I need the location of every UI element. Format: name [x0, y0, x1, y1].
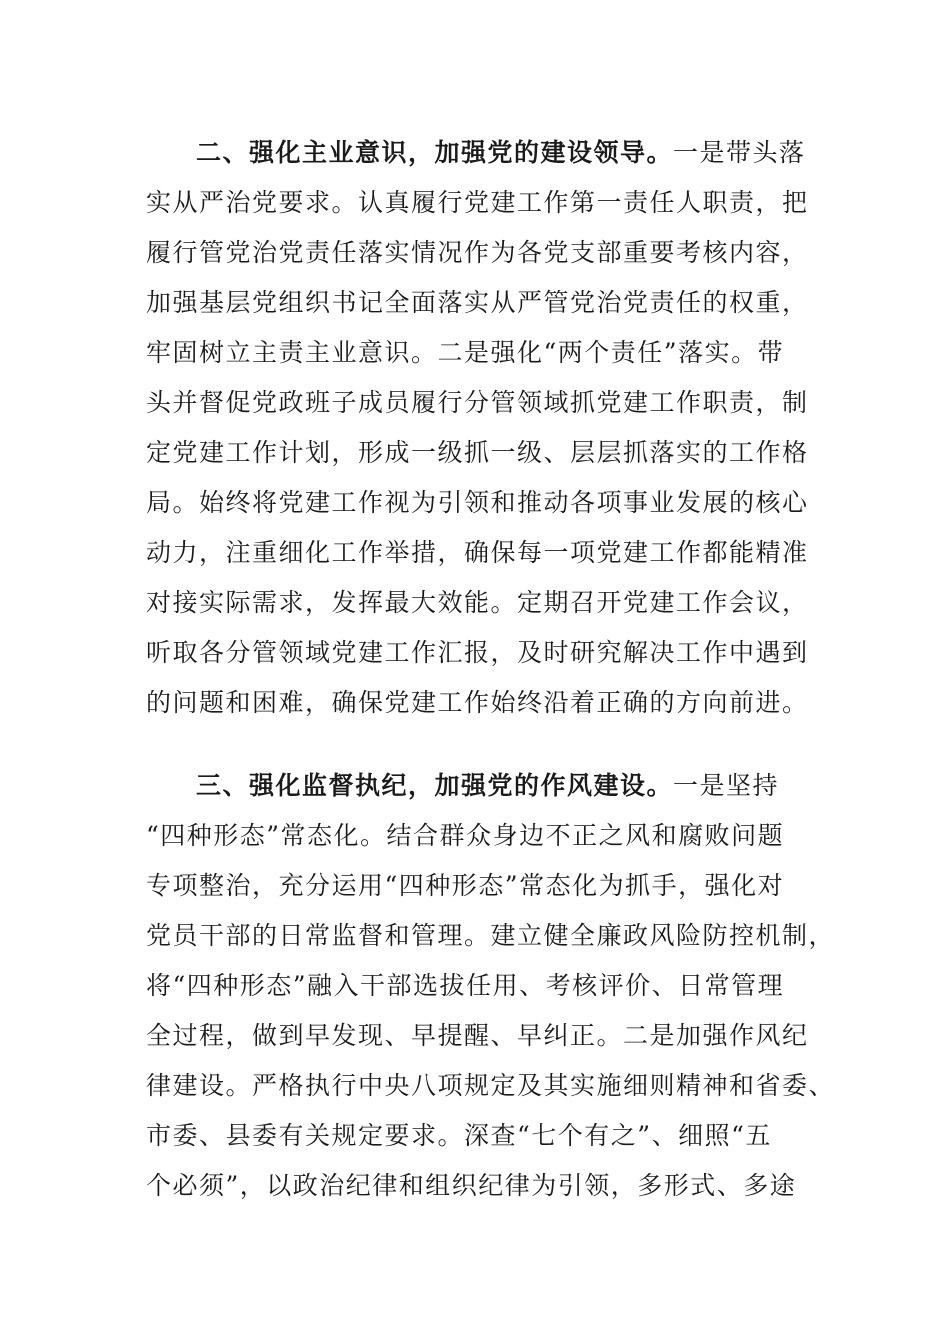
paragraph-text: 一是带头落 [673, 138, 806, 167]
paragraph-line: 党员干部的日常监督和管理。建立健全廉政风险防控机制， [146, 921, 836, 950]
paragraph-line: 对接实际需求，发挥最大效能。定期召开党建工作会议， [146, 588, 809, 617]
section-3-heading: 三、强化监督执纪，加强党的作风建设。 [196, 771, 674, 800]
paragraph-text: 一是坚持 [673, 771, 780, 800]
section-2-paragraph [146, 128, 809, 728]
paragraph-line: 专项整治，充分运用“四种形态”常态化为抓手，强化对 [146, 871, 785, 900]
paragraph-line: 牢固树立主责主业意识。二是强化“两个责任”落实。带 [146, 338, 785, 367]
paragraph-line: 局。始终将党建工作视为引领和推动各项事业发展的核心 [146, 488, 809, 517]
paragraph-line [146, 128, 806, 178]
paragraph-line: 动力，注重细化工作举措，确保每一项党建工作都能精准 [146, 538, 809, 567]
paragraph-line: 听取各分管领域党建工作汇报，及时研究解决工作中遇到 [146, 638, 809, 667]
paragraph-line: “四种形态”常态化。结合群众身边不正之风和腐败问题 [146, 821, 785, 850]
paragraph-line: 全过程，做到早发现、早提醒、早纠正。二是加强作风纪 [146, 1021, 809, 1050]
section-2-heading: 二、强化主业意识，加强党的建设领导。 [196, 138, 674, 167]
paragraph-line: 加强基层党组织书记全面落实从严管党治党责任的权重， [146, 288, 809, 317]
paragraph-line: 实从严治党要求。认真履行党建工作第一责任人职责，把 [146, 188, 809, 217]
paragraph-line: 律建设。严格执行中央八项规定及其实施细则精神和省委、 [146, 1071, 836, 1100]
paragraph-line [146, 761, 806, 811]
paragraph-line: 的问题和困难，确保党建工作始终沿着正确的方向前进。 [146, 688, 809, 717]
section-3-paragraph [146, 761, 836, 1211]
paragraph-line: 市委、县委有关规定要求。深查“七个有之”、细照“五 [146, 1121, 772, 1150]
paragraph-line: 定党建工作计划，形成一级抓一级、层层抓落实的工作格 [146, 438, 809, 467]
paragraph-line: 将“四种形态”融入干部选拔任用、考核评价、日常管理 [146, 971, 785, 1000]
paragraph-line: 个必须”，以政治纪律和组织纪律为引领，多形式、多途 [146, 1171, 797, 1200]
paragraph-line: 头并督促党政班子成员履行分管领域抓党建工作职责，制 [146, 388, 809, 417]
paragraph-line: 履行管党治党责任落实情况作为各党支部重要考核内容， [146, 238, 809, 267]
